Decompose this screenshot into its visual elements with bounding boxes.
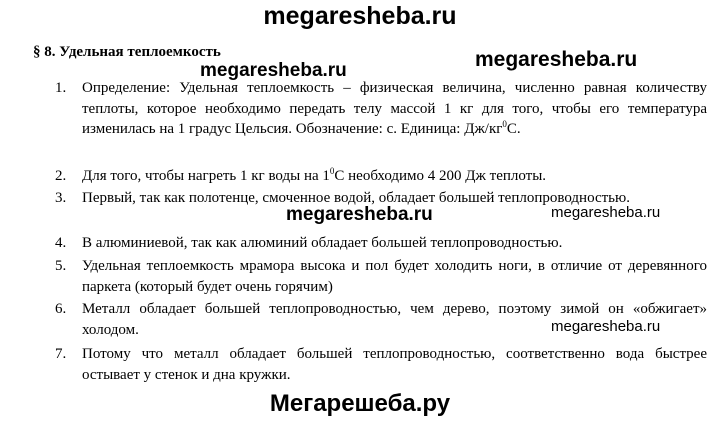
watermark-top: megaresheba.ru — [263, 2, 457, 30]
item-text: В алюминиевой, так как алюминий обладает большей теплопроводностью. — [82, 235, 563, 251]
watermark-left: megaresheba.ru — [200, 60, 347, 81]
item-text: Определение: Удельная теплоемкость – физическая величина, численно равная количеству теплоты, которое необходимо передать телу массой 1 кг для того, чтобы его температура изменилась на 1 градус Цельсия. Обозначение: с. Единица: $Дж/кг^0С$. — [82, 80, 707, 137]
watermark-right: megaresheba.ru — [475, 48, 638, 71]
item-number: 6. — [55, 301, 67, 317]
item-number: 2. — [55, 168, 67, 184]
item-number: 1. — [55, 80, 67, 96]
item-text: Удельная теплоемкость мрамора высока и пол будет холодить ноги, в отличие от деревянного паркета (который будет очень горячим) — [82, 258, 707, 295]
item-number: 5. — [55, 258, 67, 274]
watermark-side-lower: megaresheba.ru — [551, 318, 661, 335]
item-text: Металл обладает большей теплопроводностью, чем дерево, поэтому зимой он «обжигает» холодом. — [82, 301, 707, 338]
item-number: 7. — [55, 346, 67, 362]
item-number: 4. — [55, 235, 67, 251]
item-number: 3. — [55, 190, 67, 206]
item-text: Первый, так как полотенце, смоченное водой, обладает большей теплопроводностью. — [82, 190, 630, 206]
item-text: Потому что металл обладает большей теплопроводностью, соответственно вода быстрее остывает у стенок и дна кружки. — [82, 346, 707, 383]
watermark-center: megaresheba.ru — [286, 204, 433, 225]
watermark-side-upper: megaresheba.ru — [551, 204, 661, 221]
item-text: Для того, чтобы нагреть 1 кг воды на $1^0С$ необходимо 4 200 Дж теплоты. — [82, 166, 547, 184]
watermark-bottom: Мегарешеба.ру — [269, 390, 451, 417]
section-heading: § 8. Удельная теплоемкость — [33, 44, 221, 60]
